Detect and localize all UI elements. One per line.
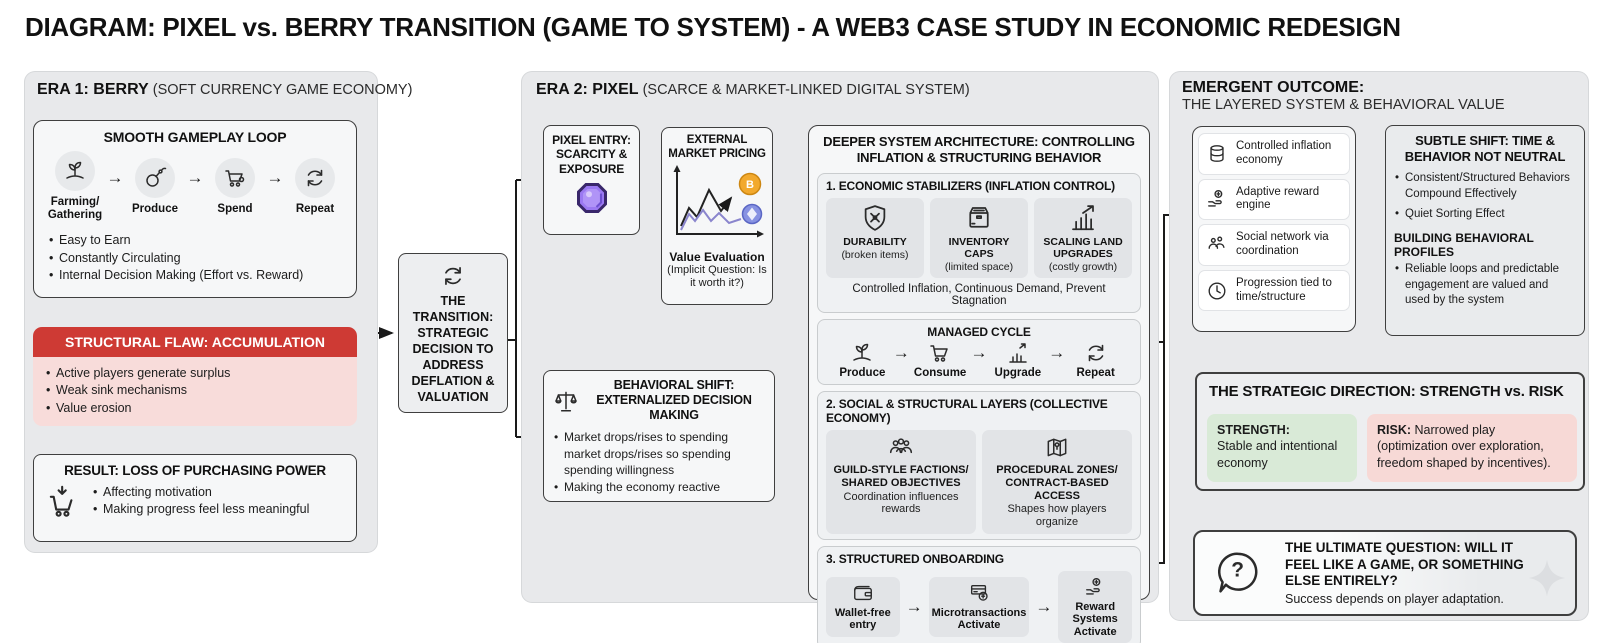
flaw-bullets [45, 365, 347, 417]
arrow-right-icon: → [1048, 343, 1066, 362]
behavioral-profiles-title: BUILDING BEHAVIORAL PROFILES [1394, 230, 1534, 259]
subtle-shift-box [1385, 125, 1585, 336]
durability-card [826, 198, 924, 278]
ultimate-question-subtitle: Success depends on player adaptation. [1285, 591, 1504, 606]
era2-header-sub: (SCARCE & MARKET-LINKED DIGITAL SYSTEM) [638, 82, 970, 98]
bullet: • Affecting motivation [92, 484, 309, 501]
structural-flaw-title: STRUCTURAL FLAW: ACCUMULATION [33, 327, 357, 357]
hand-coin-icon [1083, 576, 1107, 598]
step-repeat [284, 158, 346, 216]
page-title: DIAGRAM: PIXEL vs. BERRY TRANSITION (GAME TO SYSTEM) - A WEB3 CASE STUDY IN ECONOMIC REDESIGN [25, 12, 1401, 42]
section2-heading: 2. SOCIAL & STRUCTURAL LAYERS (COLLECTIVE ECONOMY) [826, 397, 1108, 426]
plant-icon [55, 151, 95, 191]
cycle-repeat [1065, 341, 1126, 380]
card-sub: (costly growth) [1048, 260, 1118, 273]
transition-box [398, 253, 508, 413]
economic-stabilizers-section [817, 173, 1141, 313]
outcome-header-sub: THE LAYERED SYSTEM & BEHAVIORAL VALUE [1182, 97, 1505, 113]
strategic-direction-box [1195, 372, 1585, 491]
card-sub: (limited space) [944, 260, 1014, 273]
cycle-upgrade [988, 341, 1049, 380]
architecture-box [808, 125, 1150, 638]
transition-cycle-icon [440, 263, 466, 289]
result-bullets [92, 484, 309, 519]
outcome-header [1182, 79, 1505, 113]
scaling-land-card [1034, 198, 1132, 278]
bullet: • Weak sink mechanisms [45, 382, 347, 399]
transition-label: THE TRANSITION: STRATEGIC DECISION TO ADDRESS DEFLATION & VALUATION [411, 294, 495, 404]
managed-cycle-heading: MANAGED CYCLE [927, 324, 1031, 339]
era2-header [536, 81, 970, 99]
card-title: Wallet-free entry [834, 606, 891, 632]
subtle-bullets [1394, 171, 1576, 223]
step-label: Produce [131, 202, 178, 215]
gameplay-steps-row [34, 145, 356, 222]
bullet: • Making progress feel less meaningful [92, 501, 309, 518]
arrow-right-icon: → [1035, 596, 1053, 616]
plant-icon [850, 341, 874, 365]
people-icon [1206, 234, 1228, 256]
step-farming [44, 151, 106, 222]
people-icon [887, 435, 915, 461]
bullet: • Market drops/rises to spending market drops/rises so spending spending willingness [553, 429, 765, 479]
managed-cycle-section [817, 319, 1141, 386]
inventory-box-icon [964, 203, 994, 233]
database-icon [1206, 143, 1228, 165]
pixel-entry-title: PIXEL ENTRY: SCARCITY & EXPOSURE [552, 133, 631, 176]
cycle-produce [832, 341, 893, 380]
repeat-icon [1084, 341, 1108, 365]
shield-tools-icon [860, 203, 890, 233]
card-sub: Shapes how players organize [1007, 503, 1107, 528]
gameplay-loop-title: SMOOTH GAMEPLAY LOOP [103, 129, 287, 145]
card-title: Microtransactions Activate [931, 606, 1027, 632]
outcome-item-label: Adaptive reward engine [1236, 185, 1320, 212]
card-title: Reward Systems Activate [1072, 600, 1118, 638]
arrow-right-icon: → [266, 167, 284, 187]
behavioral-shift-title: BEHAVIORAL SHIFT: EXTERNALIZED DECISION MAKING [596, 378, 752, 422]
reward-systems-card [1058, 571, 1132, 643]
card-sub: Coordination influences rewards [843, 490, 959, 516]
result-title: RESULT: LOSS OF PURCHASING POWER [64, 463, 326, 478]
cart-down-icon [48, 484, 82, 518]
upgrade-icon [1006, 341, 1030, 365]
cards-coin-icon [967, 582, 991, 604]
bullet: • Reliable loops and predictable engagement are valued and used by the system [1394, 262, 1576, 310]
cycle-label: Consume [913, 366, 967, 379]
era1-header-sub: (SOFT CURRENCY GAME ECONOMY) [148, 82, 413, 98]
svg-text:?: ? [1231, 558, 1244, 582]
strength-card [1207, 414, 1357, 482]
outcome-header-bold: EMERGENT OUTCOME: [1182, 79, 1365, 96]
outcome-list-box [1192, 126, 1356, 332]
profiles-bullets [1394, 262, 1576, 310]
scale-icon [553, 388, 579, 414]
structural-flaw-box [33, 327, 357, 426]
cart-icon [215, 158, 255, 198]
card-title: GUILD-STYLE FACTIONS/ SHARED OBJECTIVES [833, 464, 969, 489]
outcome-item [1198, 133, 1350, 175]
market-caption: (Implicit Question: Is it worth it?) [667, 263, 767, 289]
bullet: • Constantly Circulating [48, 250, 356, 267]
market-chart-icon [667, 162, 767, 248]
strength-label: STRENGTH: [1217, 423, 1290, 437]
gameplay-bullets [48, 232, 356, 284]
subtle-shift-title: SUBTLE SHIFT: TIME & BEHAVIOR NOT NEUTRAL [1404, 133, 1566, 164]
card-title: SCALING LAND UPGRADES [1043, 235, 1123, 260]
outcome-item-label: Social network via coordination [1236, 231, 1329, 257]
bullet: • Internal Decision Making (Effort vs. Reward) [48, 267, 356, 284]
card-title: DURABILITY [843, 235, 907, 248]
behavioral-bullets [553, 429, 765, 495]
risk-card [1367, 414, 1577, 482]
inventory-caps-card [930, 198, 1028, 278]
cycle-label: Repeat [1076, 366, 1115, 379]
cycle-consume [910, 341, 971, 380]
social-layers-section [817, 391, 1141, 539]
market-pricing-title: EXTERNAL MARKET PRICING [668, 134, 766, 160]
era1-header-bold: ERA 1: BERRY [37, 81, 149, 98]
bullet: • Easy to Earn [48, 232, 356, 249]
step-label: Farming/ Gathering [47, 196, 103, 222]
era2-header-bold: ERA 2: PIXEL [536, 81, 639, 98]
map-icon [1043, 435, 1071, 461]
cycle-label: Produce [839, 366, 886, 379]
card-sub: (broken items) [841, 248, 909, 261]
growth-chart-icon [1068, 203, 1098, 233]
pixel-entry-box [543, 125, 640, 235]
hand-coin-icon [1206, 188, 1228, 210]
outcome-item [1198, 270, 1350, 312]
arrow-right-icon: → [106, 167, 124, 187]
cycle-label: Upgrade [994, 366, 1042, 379]
risk-text: Narrowed play (optimization over exploration, freedom shaped by incentives). [1377, 423, 1551, 470]
wallet-icon [851, 582, 875, 604]
arrow-right-icon: → [970, 343, 988, 362]
outcome-item-label: Progression tied to time/structure [1236, 276, 1332, 303]
step-spend [204, 158, 266, 216]
outcome-item-label: Controlled inflation economy [1236, 140, 1332, 166]
era1-header [37, 81, 412, 99]
svg-text:B: B [746, 178, 754, 191]
ultimate-question-box [1193, 530, 1577, 616]
question-bubble-icon [1213, 548, 1263, 598]
outcome-item [1198, 179, 1350, 221]
section3-heading: 3. STRUCTURED ONBOARDING [826, 551, 1004, 566]
guild-factions-card [826, 430, 976, 533]
strategic-direction-title: THE STRATEGIC DIRECTION: STRENGTH vs. RISK [1209, 383, 1564, 400]
repeat-icon [295, 158, 335, 198]
risk-label: RISK: [1377, 423, 1412, 437]
bullet: • Consistent/Structured Behaviors Compound Effectively [1394, 171, 1576, 203]
bullet: • Making the economy reactive [553, 479, 765, 496]
result-box [33, 454, 357, 542]
step-label: Repeat [295, 202, 335, 215]
structured-onboarding-section [817, 546, 1141, 643]
outcome-item [1198, 224, 1350, 266]
card-title: INVENTORY CAPS [948, 235, 1010, 260]
bullet: • Value erosion [45, 400, 347, 417]
bullet: • Active players generate surplus [45, 365, 347, 382]
microtransactions-card [929, 577, 1030, 637]
market-pricing-box [661, 127, 773, 305]
wallet-free-card [826, 577, 900, 637]
market-caption-bold: Value Evaluation [669, 249, 765, 264]
bullet: • Quiet Sorting Effect [1394, 207, 1576, 223]
arrow-right-icon: → [905, 596, 923, 616]
gameplay-loop-box [33, 120, 357, 298]
arrow-right-icon: → [186, 167, 204, 187]
clock-icon [1206, 280, 1228, 302]
strength-text: Stable and intentional economy [1217, 439, 1338, 470]
section1-footer: Controlled Inflation, Continuous Demand, Prevent Stagnation [852, 282, 1106, 307]
step-produce [124, 158, 186, 216]
pixel-gem-icon [574, 180, 610, 216]
ultimate-question-title: THE ULTIMATE QUESTION: WILL IT FEEL LIKE A GAME, OR SOMETHING ELSE ENTIRELY? [1285, 540, 1524, 589]
arrow-right-icon: → [892, 343, 910, 362]
flask-icon [135, 158, 175, 198]
sparkle-icon [1525, 556, 1569, 600]
architecture-title: DEEPER SYSTEM ARCHITECTURE: CONTROLLING INFLATION & STRUCTURING BEHAVIOR [823, 134, 1135, 166]
section1-heading: 1. ECONOMIC STABILIZERS (INFLATION CONTROL) [826, 178, 1115, 193]
ultimate-question-text [1285, 540, 1530, 605]
card-title: PROCEDURAL ZONES/ CONTRACT-BASED ACCESS [996, 464, 1118, 502]
procedural-zones-card [982, 430, 1132, 533]
step-label: Spend [217, 202, 253, 215]
behavioral-shift-box [543, 370, 775, 502]
cart-icon [928, 341, 952, 365]
